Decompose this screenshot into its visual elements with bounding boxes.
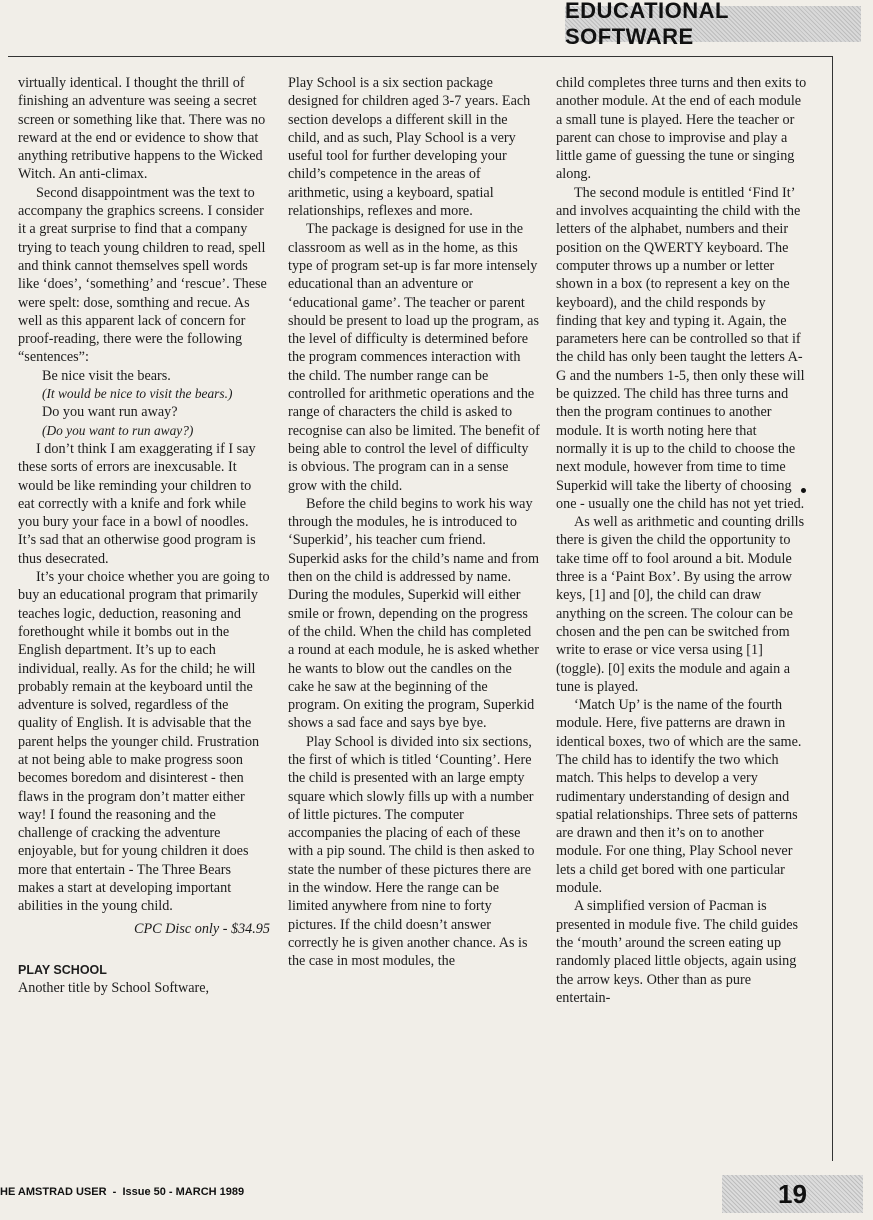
page-number: 19 — [778, 1178, 807, 1209]
article-column-3 — [556, 74, 808, 1007]
print-mark-dot — [801, 488, 806, 493]
paragraph: virtually identical. I thought the thrill of finishing an adventure was seeing a secret screen or something like that. There was no reward at the end or evidence to show that anything retributive happens to the Wicked Witch. An anti-climax. — [18, 75, 266, 183]
paragraph: As well as arithmetic and counting drills there is given the child the opportunity to take time off to fool around a bit. Module three is a ‘Paint Box’. By using the arrow keys, [1] and [0], the child can draw anything on the screen. The colour can be chosen and the pen can be switched from write to erase or vice versa using [1] (toggle). [0] exits the module and again a tune is played. — [556, 514, 805, 695]
example-correction: (It would be nice to visit the bears.) — [42, 386, 233, 402]
page-footer — [0, 1186, 600, 1198]
paragraph: Second disappointment was the text to accompany the graphics screens. I consider it a great surprise to find that a company trying to teach young children to read, spell and think cannot themselves spell words like ‘does’, ‘something’ and ‘rescue’. These were spelt: dose, somthing and recue. As well as this apparent lack of concern for proof-reading, there were the following “sentences”: — [18, 184, 267, 366]
publication-name: HE AMSTRAD USER — [0, 1186, 107, 1198]
article-column-1 — [18, 74, 270, 997]
paragraph: The second module is entitled ‘Find It’ and involves acquainting the child with the letters of the alphabet, numbers and their position on the QWERTY keyboard. The computer throws up a number or letter shown in a box (to represent a key on the keyboard), and the child responds by finding that key and typing it. Again, the parameters here can be controlled so that if the child has only been taught the letters A-G and the numbers 1-5, then only these will be quizzed. The child has three turns and then the program continues to another module. It is worth noting here that normally it is up to the child to choose the next module, however from time to time Superkid will take the liberty of choosing one - usually one the child has not yet tried. — [556, 184, 805, 512]
paragraph: Before the child begins to work his way through the modules, he is introduced to ‘Superkid’, his teacher cum friend. Superkid asks for the child’s name and from then on the child is addressed by name. During the modules, Superkid will either smile or frown, depending on the progress of the child. When the child has completed a round at each module, he is asked whether he wants to blow out the candles on the cake he saw at the beginning of the program. On exiting the program, Superkid shows a sad face and says bye bye. — [288, 495, 539, 732]
issue-info: Issue 50 - MARCH 1989 — [122, 1186, 245, 1198]
paragraph: It’s your choice whether you are going to buy an educational program that primarily teaches logic, deduction, reasoning and forethought while it bombs out in the English department. It’s up to each individual, really. As for the child; he will probably remain at the keyboard until the adventure is solved, regardless of the quality of English. It is advisable that the parent helps the younger child. Frustration at not being able to make progress soon becomes boredom and disinterest - then flaws in the program don’t matter either way! I found the reasoning and the challenge of cracking the adventure enjoyable, but for young children it does more that entertain - The Three Bears makes a start at developing important abilities in the young child. — [18, 569, 270, 915]
subheading: PLAY SCHOOL — [18, 962, 107, 977]
paragraph: ‘Match Up’ is the name of the fourth module. Here, five patterns are drawn in identical boxes, two of which are the same. The child has to identify the two which match. This helps to develop a very rudimentary understanding of design and spatial relationships. Three sets of patterns are drawn and then it’s on to another module. For one thing, Play School never lets a child get bored with one particular module. — [556, 697, 802, 897]
example-sentence: Be nice visit the bears. — [42, 367, 171, 384]
example-sentence: Do you want run away? — [42, 404, 178, 421]
footer-separator: - — [109, 1186, 123, 1198]
paragraph: A simplified version of Pacman is presented in module five. The child guides the ‘mouth’ around the screen eating up randomly placed little objects, again using the arrow keys. Other than as pure entertain- — [556, 898, 799, 1006]
paragraph: child completes three turns and then exits to another module. At the end of each module a small tune is played. Here the teacher or parent can chose to improvise and play a little game of guessing the tune or singing along. — [556, 75, 807, 183]
paragraph: Play School is a six section package designed for children aged 3-7 years. Each section develops a different skill in the child, and as such, Play School is a very useful tool for further developing your child’s competence in the areas of arithmetic, using a keyboard, spatial relationships, reflexes and more. — [288, 75, 531, 220]
example-correction: (Do you want to run away?) — [42, 422, 194, 438]
paragraph: Play School is divided into six sections, the first of which is titled ‘Counting’. Here the child is presented with an large empty square which slowly fills up with a number of little pictures. The computer accompanies the placing of each of these with a pip sound. The child is then asked to state the number of these pictures there are in the window. Here the range can be limited anywhere from nine to forty pictures. If the child doesn’t answer correctly he is given another chance. As is the case in most modules, the — [288, 733, 535, 970]
paragraph: The package is designed for use in the classroom as well as in the home, as this type of program set-up is far more intensely educational than an adventure or ‘educational game’. The teacher or parent should be present to load up the program, as the level of difficulty is determined before the program commences interaction with the child. The number range can be controlled for arithmetic operations and the range of characters the child is asked to recognise can also be limited. The benefit of being able to control the level of difficulty is obvious. The program can in a sense grow with the child. — [288, 221, 540, 494]
section-banner — [565, 0, 861, 49]
article-column-2 — [288, 74, 540, 971]
paragraph: Another title by School Software, — [18, 979, 210, 996]
section-title: EDUCATIONAL SOFTWARE — [565, 0, 729, 49]
price-line: CPC Disc only - $34.95 — [134, 920, 270, 937]
page-number-box — [722, 1175, 863, 1213]
paragraph: I don’t think I am exaggerating if I say these sorts of errors are inexcusable. It would be like reminding your children to eat correctly with a knife and fork while you bury your face in a bowl of noodles. It’s sad that an otherwise good program is thus desecrated. — [18, 440, 256, 567]
